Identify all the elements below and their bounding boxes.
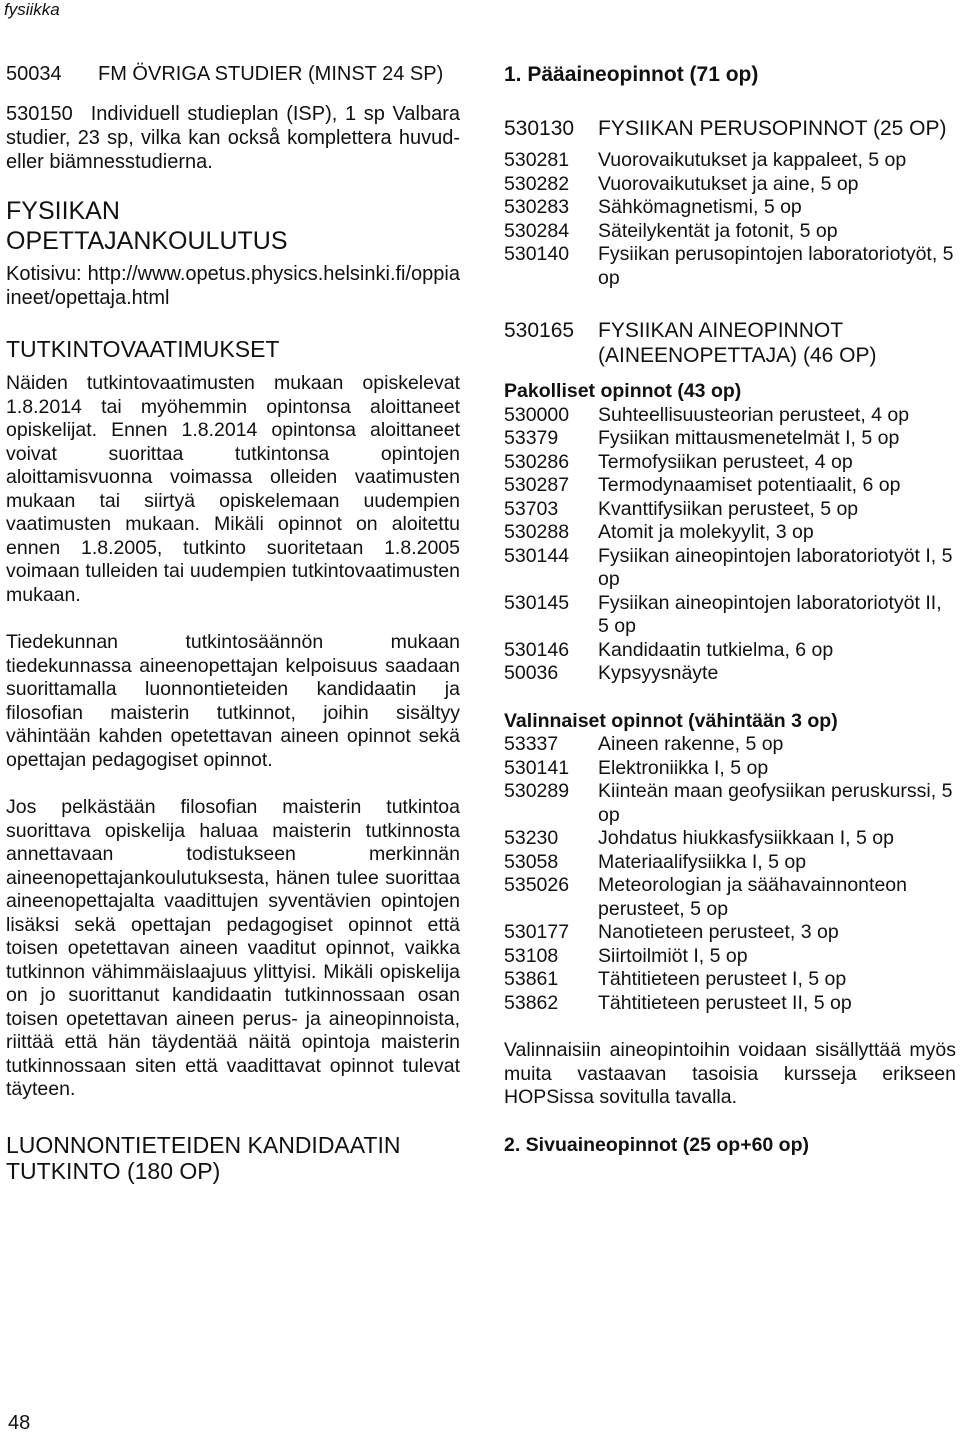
course-code: 535026 [504, 874, 570, 896]
course-row [504, 733, 956, 757]
course-code: 50036 [504, 662, 559, 684]
study-plan-entry [6, 102, 460, 174]
course-code: 50034 [6, 63, 62, 85]
course-code: 530284 [504, 219, 570, 242]
intermediate-studies-heading [504, 318, 956, 368]
study-plan-text [6, 102, 460, 174]
course-row [504, 592, 956, 639]
course-code: 53230 [504, 827, 559, 849]
course-code: 530000 [504, 403, 570, 426]
course-code: 530177 [504, 921, 570, 943]
course-code: 530146 [504, 638, 570, 661]
left-column [6, 62, 460, 1184]
course-row [504, 851, 956, 875]
course-row [504, 921, 956, 945]
page-number: 48 [8, 1412, 31, 1434]
major-studies-title: 1. Pääaineopinnot (71 op) [504, 63, 759, 86]
course-row [504, 220, 956, 244]
degree-title: LUONNONTIETEIDEN KANDIDAATIN TUTKINTO (180 OP) [6, 1131, 401, 1184]
minor-studies-title: 2. Sivuaineopinnot (25 op+60 op) [504, 1133, 810, 1156]
course-row [504, 545, 956, 592]
course-row [504, 404, 956, 428]
course-name: Atomit ja molekyylit, 3 op [598, 521, 814, 543]
course-row [504, 968, 956, 992]
course-row [504, 639, 956, 663]
course-name: Meteorologian ja säähavainnonteon perusteet, 5 op [598, 874, 907, 920]
course-name: Johdatus hiukkasfysiikkaan I, 5 op [598, 827, 894, 849]
compulsory-title: Pakolliset opinnot (43 op) [504, 380, 742, 402]
course-name: Kypsyysnäyte [598, 662, 719, 684]
course-name: FYSIIKAN PERUSOPINNOT (25 OP) [598, 117, 947, 140]
course-code: 530165 [504, 319, 575, 342]
course-code: 530141 [504, 756, 570, 779]
homepage-link[interactable]: Kotisivu: http://www.opetus.physics.helsinki.fi/oppiaineet/opettaja.html [6, 263, 460, 309]
optional-title: Valinnaiset opinnot (vähintään 3 op) [504, 709, 838, 732]
basic-studies-heading [504, 116, 956, 141]
course-row [504, 173, 956, 197]
course-code: 53108 [504, 944, 559, 967]
course-name: Fysiikan aineopintojen laboratoriotyöt II, 5 op [598, 591, 942, 637]
course-row [504, 149, 956, 173]
optional-course-list [504, 733, 956, 1015]
course-row [504, 521, 956, 545]
course-code: 53861 [504, 968, 559, 990]
course-row [504, 196, 956, 220]
course-name: Nanotieteen perusteet, 3 op [598, 921, 839, 943]
course-row [504, 757, 956, 781]
masters-text: Jos pelkästään filosofian maisterin tutkintoa suorittava opiskelija haluaa maisterin tutkinnosta annettavaan todistukseen merkinnän aineenopettajankoulutuksesta, hänen tulee suorittaa aineenopettajalta vaadittujen syventävien opintojen lisäksi sekä opettajan pedagogiset opinnot että toisen opetettavan aineen vaaditut opinnot, vaikka tutkinnon vähimmäislaajuus ylittyisi. Mikäli opiskelija on jo suorittanut kandidaatin tutkinnossaan osan toisen opetettavan aineen perus- ja aineopinnoista, riittää että hän täydentää näitä opintoja maisterin tutkinnossaan siten että vaadittavat opinnot tulevat täyteen. [6, 796, 460, 1100]
course-code: 53862 [504, 991, 559, 1014]
course-name: Termofysiikan perusteet, 4 op [598, 450, 853, 473]
course-name: FM ÖVRIGA STUDIER (MINST 24 SP) [98, 63, 444, 85]
course-row [504, 945, 956, 969]
faculty-text: Tiedekunnan tutkintosäännön mukaan tiedekunnassa aineenopettajan kelpoisuus saadaan suorittamalla luonnontieteiden kandidaatin ja filosofian maisterin tutkinnot, joihin sisältyy vähintään kahden opetettavan aineen opinnot sekä opettajan pedagogiset opinnot. [6, 631, 460, 771]
course-name: Kandidaatin tutkielma, 6 op [598, 638, 834, 661]
course-code: 530281 [504, 149, 570, 171]
course-code: 53703 [504, 497, 559, 520]
course-name: Materiaalifysiikka I, 5 op [598, 850, 807, 873]
course-name: FYSIIKAN AINEOPINNOT (AINEENOPETTAJA) (46 OP) [598, 319, 877, 367]
compulsory-course-list [504, 404, 956, 686]
course-code: 530286 [504, 450, 570, 473]
course-name: Individuell studieplan (ISP), 1 sp Valbara studier, 23 sp, vilka kan också komplettera huvud- eller biämnesstudierna. [6, 103, 460, 173]
course-code: 53379 [504, 427, 559, 449]
course-code: 530283 [504, 196, 570, 218]
program-title: FYSIIKAN OPETTAJANKOULUTUS [6, 197, 288, 255]
running-head: fysiikka [4, 0, 60, 19]
course-name: Elektroniikka I, 5 op [598, 756, 769, 779]
course-name: Fysiikan perusopintojen laboratoriotyöt, 5 op [598, 243, 954, 289]
course-row [504, 827, 956, 851]
course-row [504, 498, 956, 522]
course-code: 530288 [504, 521, 570, 543]
course-code: 530289 [504, 780, 570, 802]
requirements-text: Näiden tutkintovaatimusten mukaan opiskelevat 1.8.2014 tai myöhemmin opintonsa aloittaneet opiskelijat. Ennen 1.8.2014 opintonsa aloittaneet voivat suorittaa tutkintonsa opintojen aloittamisvuonna voimassa olleiden vaatimusten mukaan tai siirtyä opiskelemaan uudempien vaatimusten mukaan. Mikäli opinnot on aloitettu ennen 1.8.2005, tutkinto suoritetaan 1.8.2005 voimaan tulleiden tai uudempien tutkintovaatimusten mukaan. [6, 372, 460, 606]
basic-course-list [504, 149, 956, 290]
course-name: Siirtoilmiöt I, 5 op [598, 944, 748, 967]
course-code: 530145 [504, 591, 570, 614]
course-name: Suhteellisuusteorian perusteet, 4 op [598, 403, 910, 426]
course-name: Tähtitieteen perusteet II, 5 op [598, 991, 852, 1014]
course-code: 53058 [504, 850, 559, 873]
course-row [504, 451, 956, 475]
course-name: Sähkömagnetismi, 5 op [598, 196, 802, 218]
course-name: Fysiikan mittausmenetelmät I, 5 op [598, 427, 900, 449]
course-code: 530144 [504, 544, 570, 567]
course-row [504, 780, 956, 827]
course-name: Vuorovaikutukset ja aine, 5 op [598, 172, 859, 195]
course-row [504, 474, 956, 498]
course-name: Kvanttifysiikan perusteet, 5 op [598, 497, 859, 520]
course-code: 530282 [504, 172, 570, 195]
optional-note: Valinnaisiin aineopintoihin voidaan sisällyttää myös muita vastaavan tasoisia kursseja erikseen HOPSissa sovitulla tavalla. [504, 1039, 956, 1108]
course-name: Aineen rakenne, 5 op [598, 733, 784, 755]
course-row [504, 427, 956, 451]
course-row [504, 662, 956, 686]
course-row [504, 874, 956, 921]
other-studies-heading [6, 62, 460, 86]
course-name: Kiinteän maan geofysiikan peruskurssi, 5 op [598, 780, 953, 826]
course-code: 53337 [504, 733, 559, 755]
course-name: Vuorovaikutukset ja kappaleet, 5 op [598, 149, 907, 171]
course-name: Fysiikan aineopintojen laboratoriotyöt I, 5 op [598, 544, 953, 590]
requirements-title: TUTKINTOVAATIMUKSET [6, 336, 280, 362]
course-name: Säteilykentät ja fotonit, 5 op [598, 219, 838, 242]
course-code: 530287 [504, 474, 570, 496]
course-code: 530150 [6, 103, 73, 125]
right-column [504, 62, 956, 1157]
course-code: 530130 [504, 117, 575, 140]
course-row [504, 243, 956, 290]
course-code: 530140 [504, 243, 570, 265]
course-row [504, 992, 956, 1016]
course-name: Termodynaamiset potentiaalit, 6 op [598, 474, 901, 496]
course-name: Tähtitieteen perusteet I, 5 op [598, 968, 847, 990]
